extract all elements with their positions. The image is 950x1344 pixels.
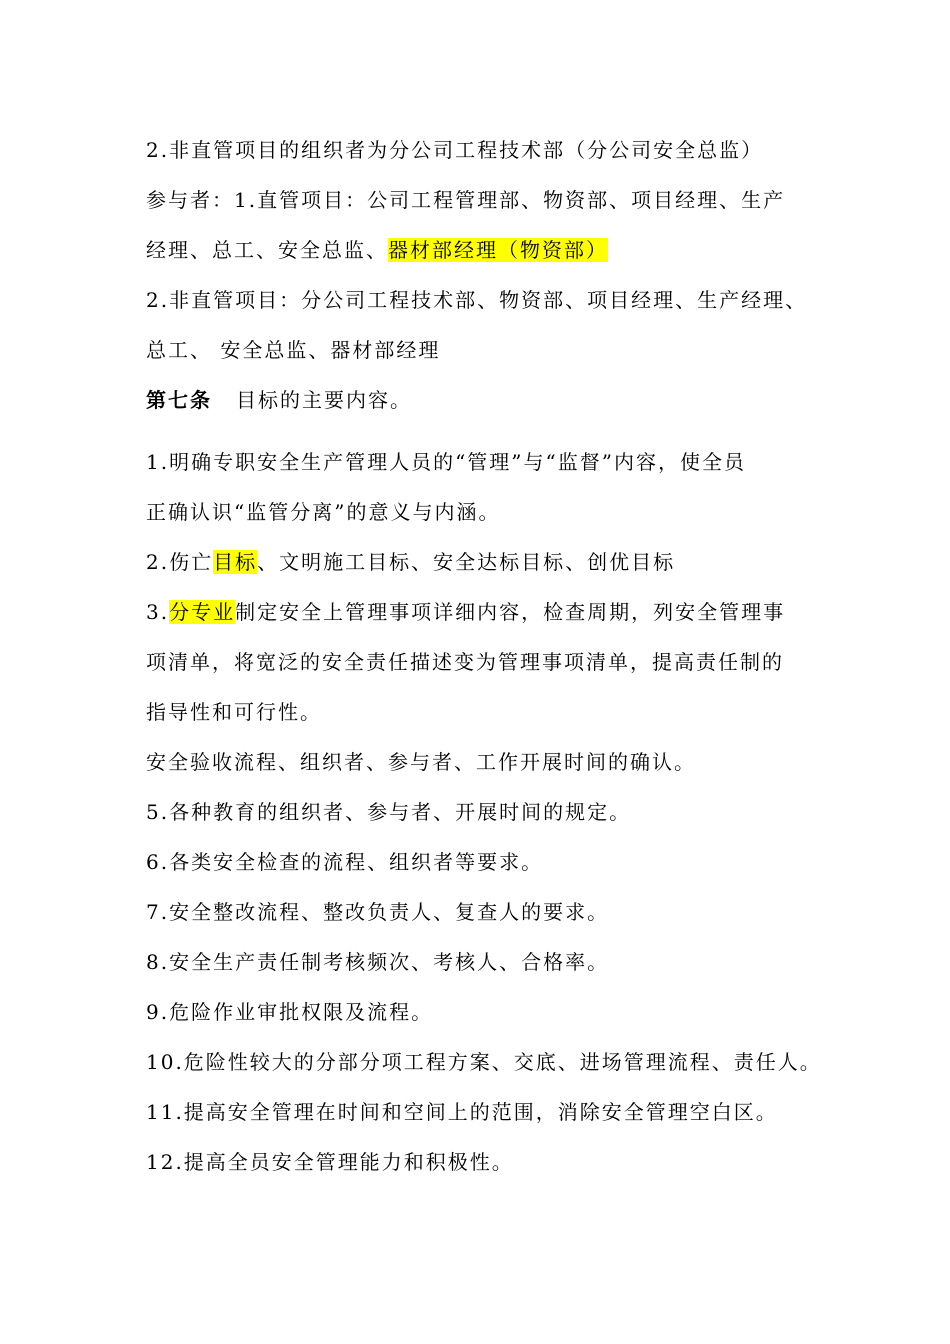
text-run: 、文明施工目标、安全达标目标、创优目标 (257, 550, 676, 574)
text-run: 安全验收流程、组织者、参与者、工作开展时间的确认。 (146, 750, 696, 774)
text-run: 2.非直管项目：分公司工程技术部、物资部、项目经理、生产经理、 (146, 288, 808, 312)
text-run: 指导性和可行性。 (146, 700, 322, 724)
paragraph-line (146, 286, 807, 314)
paragraph-line (146, 948, 609, 976)
text-run: 正确认识“监管分离”的意义与内涵。 (146, 500, 501, 524)
text-run: 总工、 安全总监、器材部经理 (146, 338, 441, 362)
highlighted-text: 分专业 (169, 600, 236, 624)
text-run: 9.危险作业审批权限及流程。 (146, 1000, 434, 1024)
paragraph-line (146, 998, 433, 1026)
paragraph-line (146, 1148, 514, 1176)
paragraph-line (146, 336, 440, 364)
paragraph-line (146, 898, 609, 926)
article-heading (146, 386, 412, 414)
paragraph-line (146, 136, 763, 164)
paragraph-line (146, 548, 675, 576)
paragraph-line (146, 498, 500, 526)
article-number: 第七条 (146, 388, 212, 412)
paragraph-line (146, 698, 322, 726)
paragraph-line (146, 748, 696, 776)
highlighted-text: 目标 (213, 550, 258, 574)
paragraph-line (146, 1048, 822, 1076)
paragraph-line (146, 848, 543, 876)
text-run: 制定安全上管理事项详细内容，检查周期，列安全管理事 (235, 600, 786, 624)
text-run: 12.提高全员安全管理能力和积极性。 (146, 1150, 514, 1174)
text-run: 2.非直管项目的组织者为分公司工程技术部（分公司安全总监） (146, 138, 764, 162)
paragraph-line (146, 448, 746, 476)
article-title: 目标的主要内容。 (236, 388, 412, 412)
text-run: 参与者：1.直管项目：公司工程管理部、物资部、项目经理、生产 (146, 188, 786, 212)
text-run: 3. (146, 600, 170, 624)
paragraph-line (146, 186, 785, 214)
text-run: 6.各类安全检查的流程、组织者等要求。 (146, 850, 544, 874)
text-run: 2.伤亡 (146, 550, 214, 574)
text-run: 1.明确专职安全生产管理人员的“管理”与“监督”内容，使全员 (146, 450, 746, 474)
text-run: 经理、总工、安全总监、 (146, 238, 388, 262)
text-run: 11.提高安全管理在时间和空间上的范围，消除安全管理空白区。 (146, 1100, 778, 1124)
text-run: 10.危险性较大的分部分项工程方案、交底、进场管理流程、责任人。 (146, 1050, 822, 1074)
text-run: 5.各种教育的组织者、参与者、开展时间的规定。 (146, 800, 632, 824)
paragraph-line (146, 798, 631, 826)
text-run: 8.安全生产责任制考核频次、考核人、合格率。 (146, 950, 610, 974)
text-run: 项清单，将宽泛的安全责任描述变为管理事项清单，提高责任制的 (146, 650, 784, 674)
paragraph-line (146, 598, 785, 626)
text-run: 7.安全整改流程、整改负责人、复查人的要求。 (146, 900, 610, 924)
paragraph-line (146, 236, 608, 264)
paragraph-line (146, 1098, 778, 1126)
highlighted-text: 器材部经理（物资部） (388, 238, 608, 262)
paragraph-line (146, 648, 784, 676)
